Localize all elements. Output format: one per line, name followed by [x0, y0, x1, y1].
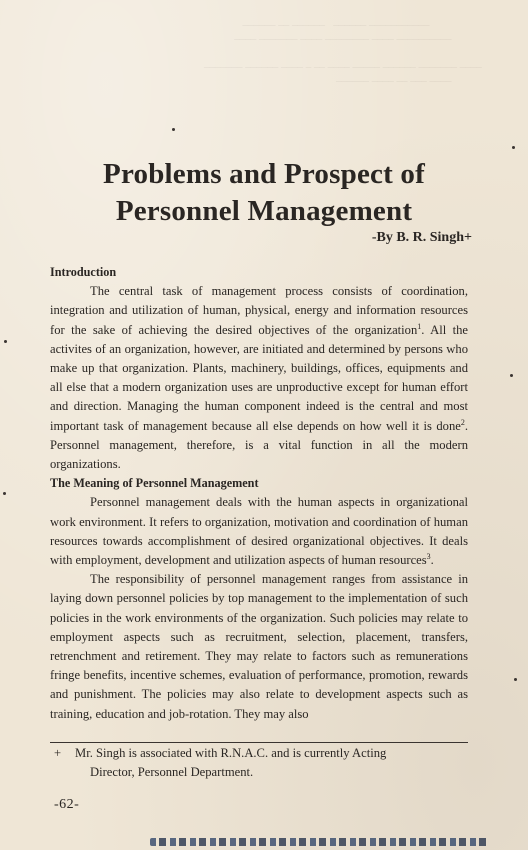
footnote-divider: [50, 742, 468, 743]
article-title: [0, 156, 528, 230]
section-heading-introduction: Introduction: [50, 265, 117, 279]
intro-text-c: . Personnel management, therefore, is a vital function in all the modern organizations.: [50, 418, 468, 472]
ink-speck: [4, 340, 7, 343]
meaning-paragraph: [50, 493, 468, 570]
ink-speck: [510, 374, 513, 377]
intro-text-a: The central task of management process consists of coordination, integration and utilization of human, physical, energy and information resources for the sake of achieving the desired objectives of the organization: [50, 284, 468, 337]
responsibility-paragraph: The responsibility of personnel management ranges from assistance in laying down personnel policies by top management to the implementation of such policies in the work environments of the organization. Such policies may relate to employment aspects such as recruitment, selection, placement, transfers, retrenchment and retirement. They may relate to factors such as remunerations fringe benefits, incentive schemes, evaluation of performance, promotion, rewards and punishment. The policies may also relate to development aspects such as training, education and job-rotation. They may also: [50, 572, 468, 721]
ink-speck: [512, 146, 515, 149]
reference-marker: 2: [460, 417, 465, 427]
ink-speck: [514, 678, 517, 681]
meaning-text-b: .: [430, 553, 434, 568]
author-footnote: [50, 744, 468, 782]
ink-speck: [3, 492, 6, 495]
footnote-line-1: Mr. Singh is associated with R.N.A.C. and is currently Acting: [75, 746, 387, 760]
title-line-2: Personnel Management: [115, 195, 413, 227]
bottom-edge-stain: [150, 838, 490, 846]
show-through-text: ___________ ______ ______ __ ______ __________ ____ ________ ____ _______ ____ ____ _______ ______ _____ ____ __ _ ____ ______ _______ ____ ___ __ ____ ______: [204, 15, 482, 83]
reference-marker: 3: [426, 551, 431, 561]
intro-paragraph: [50, 282, 468, 474]
intro-text-b: . All the activites of an organization, however, are initiated and determined by persons who make up that organization. Plants, machinery, buildings, offices, equipments and all else that a modern organization uses are unproductive except for human effort and direction. Managing the human component indeed is the central and most important task of management because all else depends on how well it is done: [50, 322, 469, 433]
page-number: -62-: [54, 797, 80, 812]
meaning-text-a: Personnel management deals with the human aspects in organizational work environment. It refers to organization, motivation and coordination of human resources towards accomplishment of desired organizational objectives. It deals with employment, development and utilization aspects of human resources: [50, 495, 468, 568]
footnote-mark: +: [54, 746, 62, 760]
reference-marker: 1: [417, 321, 422, 331]
author-byline: -By B. R. Singh+: [371, 230, 472, 245]
section-heading-meaning: The Meaning of Personnel Management: [50, 476, 259, 491]
title-line-1: Problems and Prospect of: [103, 158, 425, 190]
footnote-line-2: Director, Personnel Department.: [90, 765, 254, 779]
article-body: [50, 263, 468, 724]
ink-speck: [172, 128, 175, 131]
